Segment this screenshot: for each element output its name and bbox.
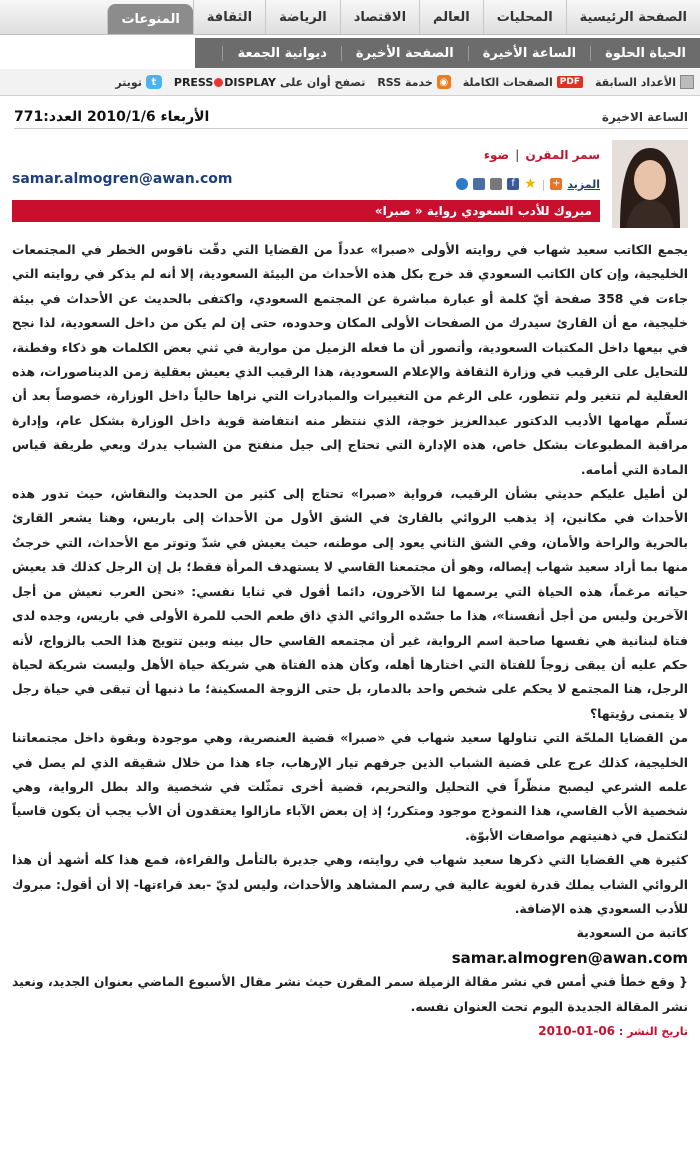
pressdisplay-link[interactable]: [168, 76, 371, 89]
add-icon[interactable]: +: [552, 178, 561, 189]
byline: سمر المقرن|ضوء: [483, 148, 600, 162]
rss-icon: ◉: [437, 75, 451, 89]
twitter-link[interactable]: [109, 75, 168, 89]
publish-date-line: [12, 1019, 688, 1044]
divider: |: [541, 177, 546, 191]
issue-info: الأربعاء 2010/1/6 العدد:771: [14, 109, 210, 125]
email-icon[interactable]: [473, 178, 485, 190]
browse-label: تصفح أوان على: [279, 75, 366, 89]
publish-date: 06-01-2010: [538, 1024, 616, 1038]
twitter-label: تويتر: [115, 75, 142, 89]
paragraph-3: من القضايا الملحّة التي تناولها سعيد شهاب في «صبرا» قضية العنصرية، وهي موجودة وبقوة داخل مجتمعاتنا الخليجية، كذلك عرج على قضية الشباب الذين جرفهم تيار الإرهاب، جاء هذا من خلال شقيقه الذي لم يصل في علمه الشرعي ليصبح منظّراً في التحليل والتحريم، قضية أخرى تمثّلت في شخصية والد بطل الرواية، وهي شخصية الأب القاسي، هذا النموذج موجود ومتكرر؛ إذ إن بعض الآباء مازالوا يعتقدون أن الأب يجب أن يكون قاسياً لتكتمل في ذهنيتهم مواصفات الأبوّة.: [12, 730, 688, 843]
author-portrait-icon: [612, 140, 688, 228]
rss-label: خدمة RSS: [377, 75, 433, 89]
nav-culture[interactable]: الثقافة: [193, 0, 265, 34]
rss-link[interactable]: [371, 75, 456, 89]
pressdisplay-dot-icon: [214, 78, 223, 87]
favorite-star-icon[interactable]: ★: [524, 176, 537, 192]
nav-world[interactable]: العالم: [419, 0, 483, 34]
publish-date-label: تاريخ النشر :: [618, 1025, 688, 1038]
correction-note: { وقع خطأ فني أمس في نشر مقالة الزميلة سمر المقرن حيث نشر مقال الأسبوع الماضي بعنوان الجديد، ونعيد نشر المقالة الجديدة اليوم تحت العنوان نفسه.: [12, 974, 688, 1014]
article-tools: [456, 176, 600, 192]
nav-economy[interactable]: الاقتصاد: [340, 0, 419, 34]
nav-last-page[interactable]: الصفحة الأخيرة: [341, 46, 468, 61]
nav-sports[interactable]: الرياضة: [265, 0, 340, 34]
nav-home[interactable]: الصفحة الرئيسية: [566, 0, 700, 34]
nav-friday-diwaniya[interactable]: ديوانية الجمعة: [222, 46, 340, 61]
nav-misc[interactable]: المنوعات: [107, 4, 192, 34]
paragraph-1: يجمع الكاتب سعيد شهاب في روايته الأولى «صبرا» عدداً من القضايا التي دقّت ناقوس الخطر في المجتمعات الخليجية، وإن كان الكاتب السعودي قد خرج بكل هذه الأحداث من البيئة السعودية، إلا أنه لم يذكر في روايته التي جاءت في 358 صفحة أيّ كلمة أو عبارة مباشرة عن المجتمع السعودي، واكتفى بالحديث عن الأحداث في بيئة خليجية، مع أن القارئ سيدرك من الصفحات الأولى المكان وحدوده، حتى إن لم يكن من داخل السعودية، لذا نجح في بيعها داخل المكتبات السعودية، وأتصور أن ما فعله الزميل من موارية في ثني بعض الكلمات هو ذكاء وفطنة، للتحايل على الرقيب في وزارة الثقافة والإعلام السعودية، هذا الرقيب الذي يعيش بعقلية زمن الديناصورات، هذه العقلية لم تتغير ولم تتطور، على الرغم من التغييرات والمبادرات التي نراها حالياً داخل الوزارة، خصوصاً بعد أن تسلّم مهامها الأديب الدكتور عبدالعزيز خوجة، الذي ننتظر منه انتفاضة قوية داخل الوزارة بشكل عام، وإدارة مراقبة المطبوعات بشكل خاص، هذه الإدارة التي تحتاج إلى جيل منفتح من الشباب يدرك ويعي طريقة قياس المادة التي أمامه.: [12, 242, 688, 477]
article-body: [12, 238, 688, 1044]
facebook-icon[interactable]: f: [507, 178, 519, 190]
nav-last-hour[interactable]: الساعة الأخيرة: [468, 46, 590, 61]
author-email-bottom[interactable]: samar.almogren@awan.com: [451, 948, 688, 967]
archive-link[interactable]: [589, 75, 700, 89]
comment-icon[interactable]: [456, 178, 468, 190]
column-name[interactable]: ضوء: [483, 148, 510, 162]
primary-nav: [0, 0, 700, 35]
twitter-icon: t: [146, 75, 162, 89]
secondary-nav: [0, 35, 700, 69]
more-link[interactable]: المزيد: [567, 177, 600, 191]
section-header: [14, 106, 688, 129]
secondary-nav-bar: [195, 38, 700, 68]
nav-local[interactable]: المحليات: [483, 0, 566, 34]
full-pages-label: الصفحات الكاملة: [462, 75, 553, 89]
print-icon[interactable]: [490, 178, 502, 190]
archive-label: الأعداد السابقة: [594, 75, 676, 89]
author-name[interactable]: سمر المقرن: [525, 148, 600, 162]
tools-bar: [0, 69, 700, 96]
full-pages-link[interactable]: [457, 76, 589, 89]
paragraph-2: لن أطيل عليكم حديثي بشأن الرقيب، فرواية «صبرا» تحتاج إلى كثير من الحديث والنقاش، حيث تدور هذه الأحداث في مكانين، إذ يذهب الروائي بالقارئ في الشق الأول من الأحداث إلى باريس، وهنا يشعر القارئ بالحرية والراحة والأمان، وفي الشق الثاني يعود إلى موطنه، حيث يعيش في شدّ وتوتر مع الأحداث، التي خرجتُ منها بما أراد سعيد شهاب إيصاله، وهو أن مجتمعنا القاسي لا يستهدف المرأة فقط؛ بل إن الرجل كذلك قد يعيش حياته مرغماً، هذه الحياة التي يرسمها لنا الآخرون، دائما أقول في ثنايا نفسي: «نحن العرب نعيش من أجل الآخرين وليس من أجل أنفسنا»، هذا ما جسّده الروائي الذي ذاق طعم الحب للمرة الأولى في باريس، وجده لدى فتاة لبنانية هي نفسها صاحبة اسم الرواية، غير أن مجتمعه القاسي حال بينه وبين تتويج هذا الحب بالزواج، لأنه حكم عليه أن يبقى زوجاً للفتاة التي اختارها أهله، وكأن هذه الفتاة هي شريكة حياة الأهل وليست شريكة لحياة الرجل، هنا المجتمع لا يحكم على شخص واحد بالدمار، بل حتى الزوجة المسكينة؛ ما ذنبها أن تبقى في حياة رجل لا يتمنى رؤيتها؟: [12, 486, 688, 721]
pressdisplay-logo: PRESS DISPLAY: [173, 75, 276, 89]
pdf-icon: PDF: [557, 76, 583, 88]
author-signature: كاتبة من السعودية: [576, 925, 688, 941]
author-photo: [612, 140, 688, 228]
author-email[interactable]: samar.almogren@awan.com: [12, 171, 233, 187]
nav-sweet-life[interactable]: الحياة الحلوة: [590, 46, 700, 61]
archive-icon: [680, 75, 694, 89]
paragraph-4: كثيرة هي القضايا التي ذكرها سعيد شهاب في روايته، وهي جديرة بالتأمل والقراءة، فمع هذا كله أشهد أن هذا الروائي الشاب يملك قدرة لغوية عالية في رسم المشاهد والأحداث، وليس لديّ -بعد قراءتها- إلا أن أقول: مبروك للأدب السعودي هذه الإضافة.: [12, 852, 688, 916]
section-title: الساعة الاخيرة: [601, 110, 688, 124]
article-headline: مبروك للأدب السعودي رواية « صبرا»: [12, 200, 600, 222]
